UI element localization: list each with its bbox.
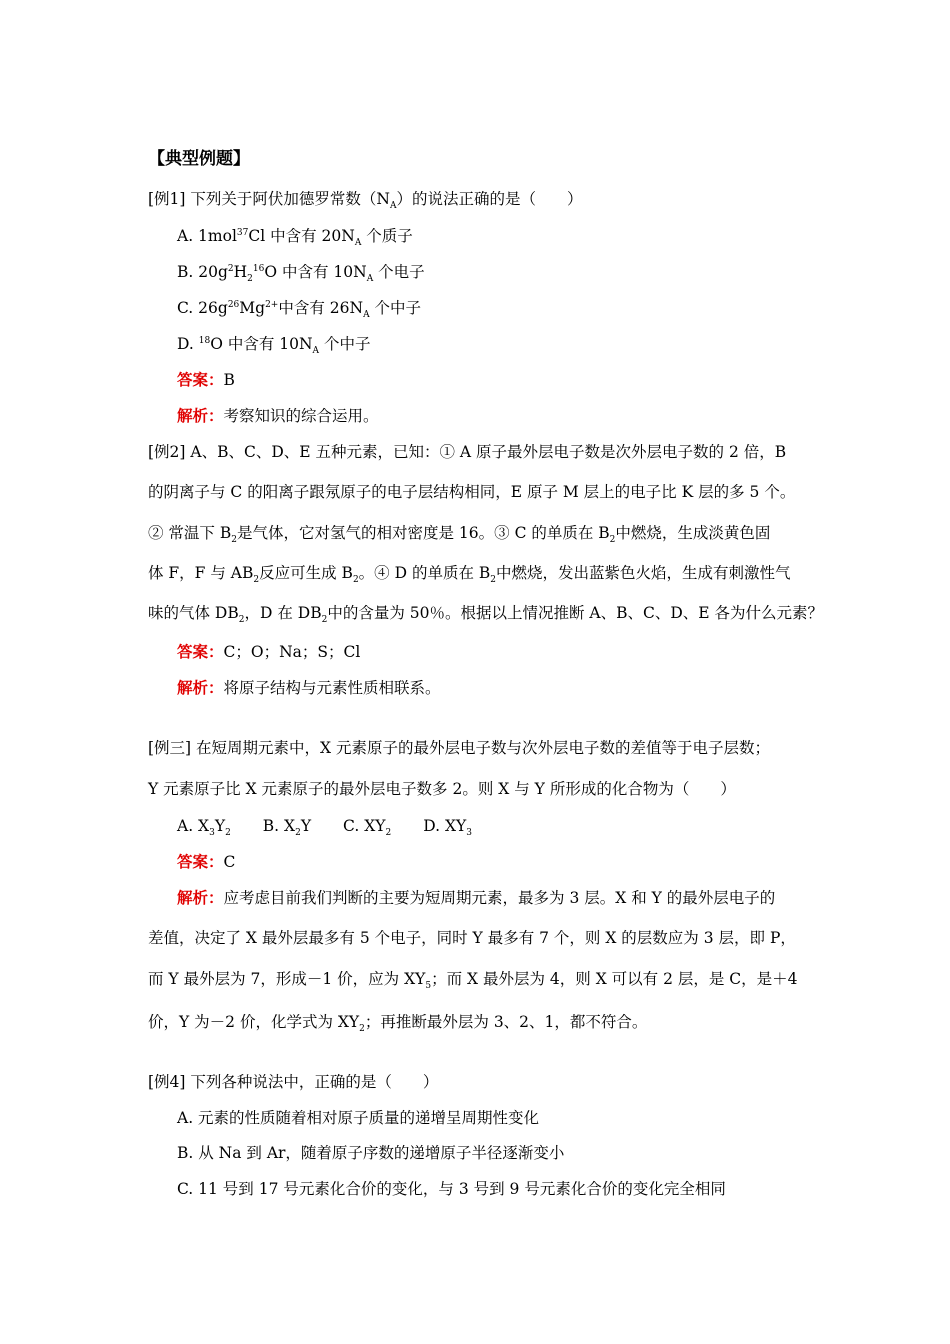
ex1-answer: 答案：B: [177, 371, 235, 389]
ex3-option-a: A. $X_3Y_2$: [177, 817, 231, 839]
ex4-option-c: C. 11 号到 17 号元素化合价的变化，与 3 号到 9 号元素化合价的变化完全相同: [177, 1180, 726, 1198]
ex1-option-a: A. 1mol$^{37}$Cl 中含有 $20N_A$ 个质子: [177, 227, 413, 249]
ex3-options: [177, 816, 472, 839]
ex1-question: [例1] 下列关于阿伏加德罗常数$(N_A)$的说法正确的是（ ）: [148, 190, 583, 212]
ex2-line-1: [例2] A、B、C、D、E 五种元素，已知：① A 原子最外层电子数是次外层电子数的 2 倍，B: [148, 443, 787, 461]
ex1-option-b: B. $20g^2H_2^{16}O$ 中含有 $10N_A$ 个电子: [177, 263, 425, 285]
ex3-analysis-line-3: 而 Y 最外层为 7，形成－1 价，应为 $XY_5$；而 X 最外层为 4，则 X 可以有 2 层，是 C，是＋4: [148, 970, 798, 992]
analysis-label: 解析：: [177, 407, 224, 425]
ex2-line-4: 体 F，F 与 $AB_2$反应可生成 $B_2$。④ D 的单质在 $B_2$中燃烧，发出蓝紫色火焰，生成有刺激性气: [148, 564, 791, 586]
ex2-answer: 答案：C；O；Na；S；Cl: [177, 643, 361, 661]
ex4-question: [例4] 下列各种说法中，正确的是（ ）: [148, 1073, 439, 1091]
ex1-analysis: 解析：考察知识的综合运用。: [177, 407, 379, 425]
ex3-option-d: D. $XY_3$: [423, 817, 472, 839]
ex2-line-5: 味的气体 $DB_2$，D 在 $DB_2$中的含量为 50％。根据以上情况推断 A、B、C、D、E 各为什么元素？: [148, 604, 824, 626]
section-heading: 【典型例题】: [148, 149, 250, 169]
ex1-option-d: D. $^{18}$O 中含有 $10N_A$ 个中子: [177, 335, 371, 357]
analysis-label: 解析：: [177, 679, 224, 697]
ex2-analysis: 解析：将原子结构与元素性质相联系。: [177, 679, 441, 697]
ex3-option-b: B. $X_2Y$: [262, 817, 312, 839]
ex3-analysis-line-2: 差值，决定了 X 最外层最多有 5 个电子，同时 Y 最多有 7 个，则 X 的层数应为 3 层，即 P，: [148, 929, 796, 947]
ex3-line-2: Y 元素原子比 X 元素原子的最外层电子数多 2。则 X 与 Y 所形成的化合物为（ ）: [148, 780, 736, 798]
answer-label: 答案：: [177, 643, 224, 661]
ex3-answer: 答案：C: [177, 853, 236, 871]
ex2-line-2: 的阴离子与 C 的阳离子跟氖原子的电子层结构相同，E 原子 M 层上的电子比 K 层的多 5 个。: [148, 483, 796, 501]
ex3-option-c: C. $XY_2$: [343, 817, 392, 839]
analysis-label: 解析：: [177, 889, 224, 907]
ex4-option-a: A. 元素的性质随着相对原子质量的递增呈周期性变化: [177, 1109, 540, 1127]
ex3-analysis-line-1: 解析：应考虑目前我们判断的主要为短周期元素，最多为 3 层。X 和 Y 的最外层电子的: [177, 889, 776, 907]
answer-label: 答案：: [177, 853, 224, 871]
ex3-analysis-line-4: 价，Y 为－2 价，化学式为 $XY_2$；再推断最外层为 3、2、1，都不符合。: [148, 1013, 648, 1035]
answer-label: 答案：: [177, 371, 224, 389]
ex4-option-b: B. 从 Na 到 Ar，随着原子序数的递增原子半径逐渐变小: [177, 1144, 565, 1162]
ex3-line-1: [例三] 在短周期元素中，X 元素原子的最外层电子数与次外层电子数的差值等于电子层数；: [148, 739, 770, 757]
ex2-line-3: ② 常温下 $B_2$是气体，它对氢气的相对密度是 16。③ C 的单质在 $B_2$中燃烧，生成淡黄色固: [148, 524, 771, 546]
ex1-option-c: C. $26g^{26}Mg^{2+}$中含有 $26N_A$ 个中子: [177, 299, 421, 321]
